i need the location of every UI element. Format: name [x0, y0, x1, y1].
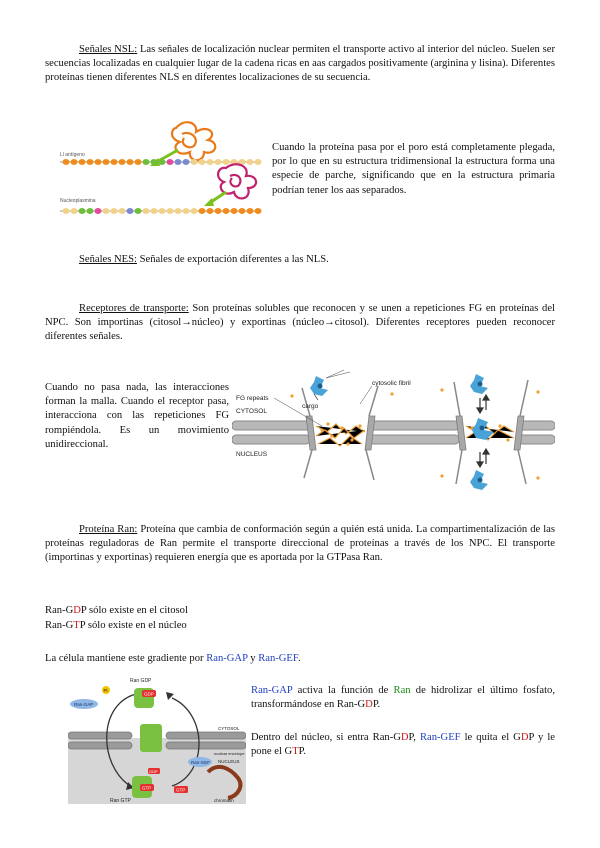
- gtp-small-label: GTP: [176, 787, 186, 793]
- nes-body: Señales de exportación diferentes a las NLS.: [136, 254, 329, 265]
- ran-gdp-protein-top: [134, 688, 156, 708]
- folded-protein-top-image: [172, 122, 215, 160]
- ran-gef-term: Ran-GEF: [258, 653, 298, 664]
- ran-gef-paragraph: Dentro del núcleo, si entra Ran-GDP, Ran-GEF le quita el GDP y le pone el GTP.: [251, 732, 555, 758]
- ran-gdp-line: Ran-GDP sólo existe en el citosol: [45, 605, 188, 616]
- ran-gap-fig-label: Ran-GAP: [74, 702, 94, 707]
- nuclear-envelope-label: nuclear envelope: [214, 751, 245, 756]
- ran-gap-term: Ran-GAP: [206, 653, 248, 664]
- nsl-paragraph: [45, 43, 555, 86]
- receptor-cargo-bottom: [470, 470, 488, 490]
- bead-chain-bottom: [60, 208, 262, 214]
- ran-gradient-line: La célula mantiene este gradiente por Ran-GAP y Ran-GEF.: [45, 653, 301, 664]
- ran-body: Proteína que cambia de conformación según a quién está unida. La compartimentalización de las proteínas reguladoras de Ran permite el transporte direccional de proteínas a través de los NPC. El transporte (importinas y exportinas) requieren energía que es aportada por la GTPasa Ran.: [45, 524, 555, 564]
- ran-gap-paragraph: Ran-GAP activa la función de Ran de hidrolizar el último fosfato, transformándose en Ran-GDP.: [251, 685, 555, 711]
- ran-gtp-protein-bottom: [132, 776, 154, 798]
- ran-gtp-bottom-label: Ran GTP: [110, 798, 131, 804]
- receptor-cargo-top: [470, 374, 488, 394]
- receptors-paragraph: [45, 302, 555, 345]
- pi-label: Pi: [103, 688, 108, 693]
- nucleus-label: NUCLEUS: [236, 451, 268, 458]
- nls-label-bottom: Nucleoplasmina: [60, 198, 96, 204]
- nsl-body: Las señales de localización nuclear permiten el transporte activo al interior del núcleo. Suelen ser secuencias localizadas en cualquier lugar de la cadena ricas en aas cargados positivamente (arginina y lisina). Diferentes proteínas tienen diferentes NLS en diferentes localizaciones de su secuencia.: [45, 44, 555, 84]
- nes-heading: Señales NES:: [79, 254, 137, 265]
- gdp-badge-top: GDP: [144, 691, 154, 697]
- fg-repeats-label: FG repeats: [236, 395, 269, 402]
- nsl-heading: Señales NSL:: [79, 44, 138, 55]
- ran-gef-fig-label: Ran-GEF: [191, 760, 211, 765]
- receptors-heading: Receptores de transporte:: [79, 303, 189, 314]
- cargo-label: cargo: [302, 403, 319, 410]
- ran-gdp-top-label: Ran GDP: [130, 678, 152, 684]
- ran-cytosol-label: CYTOSOL: [218, 726, 240, 731]
- ran-cycle-figure: [68, 674, 246, 804]
- receptors-figure-caption: Cuando no pasa nada, las interacciones forman la malla. Cuando el receptor pasa, interacciona con las repeticiones FG rompiéndola. Es un movimiento unidireccional.: [45, 382, 229, 450]
- gdp-small-label: GDP: [149, 769, 158, 774]
- nes-paragraph: [45, 253, 555, 267]
- receptor-cargo-left: [310, 376, 328, 400]
- ran-gtp-line: Ran-GTP sólo existe en el núcleo: [45, 620, 187, 631]
- gtp-badge-bottom: GTP: [142, 785, 152, 791]
- ran-nucleus-label: NUCLEUS: [218, 759, 240, 764]
- nls-figure: [58, 116, 263, 221]
- chromatin-label: chromatin: [214, 798, 234, 803]
- npc-figure: [232, 366, 555, 494]
- cytosolic-fibril-label: cytosolic fibril: [372, 380, 411, 387]
- receptors-body: Son proteínas solubles que reconocen y se unen a repeticiones FG en proteínas del NPC. Son importinas (citosol→núcleo) y exportinas (núcleo→citosol). Diferentes receptores pueden reconocer diferentes señales.: [45, 303, 555, 343]
- cytosol-label: CYTOSOL: [236, 408, 267, 415]
- nls-label-top: Ll antígeno: [60, 152, 85, 158]
- nsl-figure-caption: Cuando la proteína pasa por el poro está completamente plegada, por lo que en su estructura tridimensional la estructura forma una especie de parche, significando que en la estructura primaria podrían tener los aas separados.: [272, 142, 555, 196]
- ran-heading: Proteína Ran:: [79, 524, 138, 535]
- ran-paragraph: [45, 523, 555, 566]
- ran-in-pore: [140, 724, 162, 752]
